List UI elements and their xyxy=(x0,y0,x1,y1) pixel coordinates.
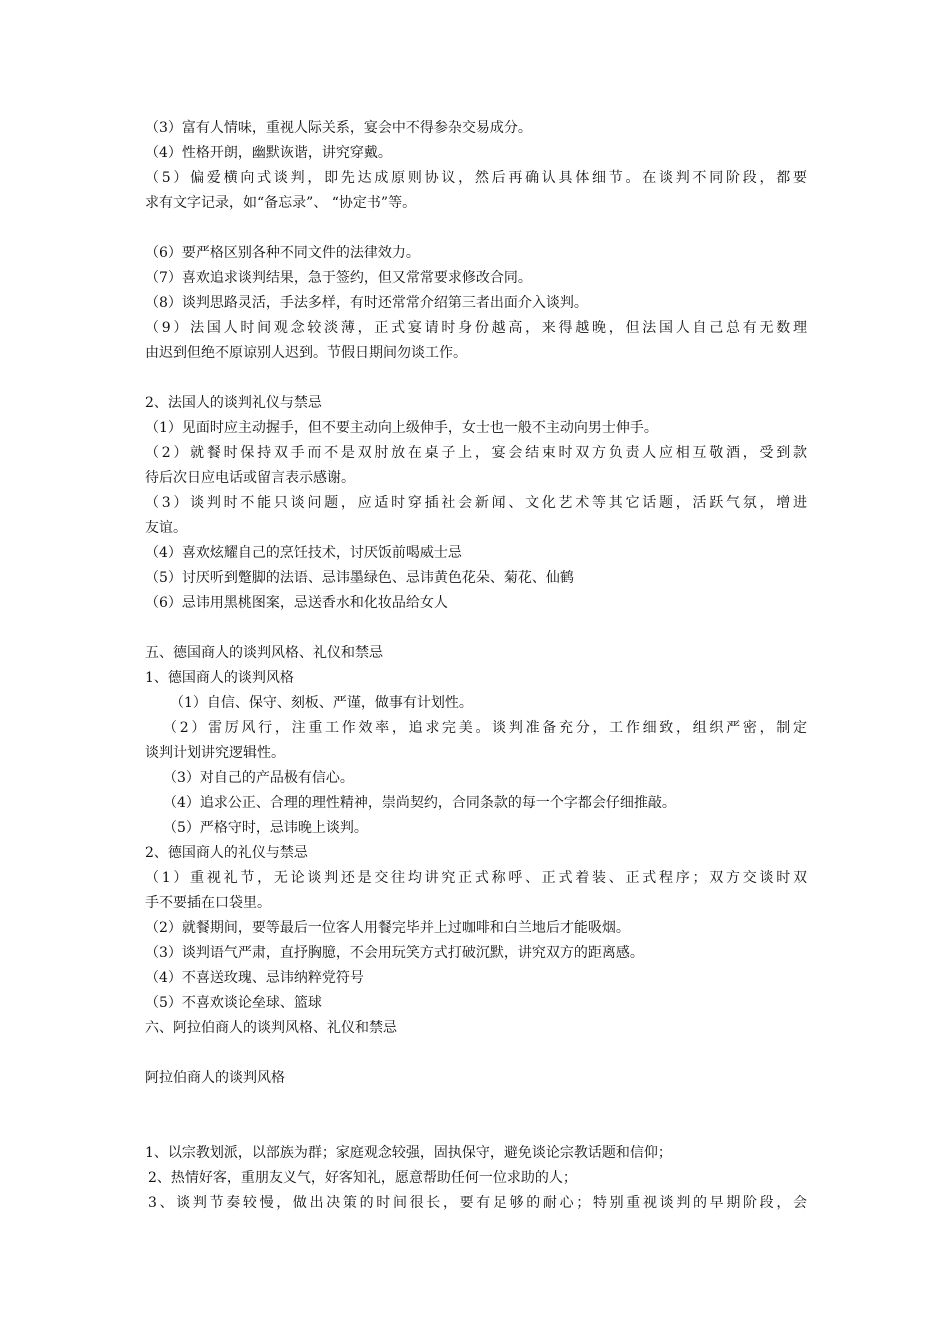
text-line: （1）重视礼节，无论谈判还是交往均讲究正式称呼、正式着装、正式程序；双方交谈时双 xyxy=(145,870,807,886)
text-line: （2）雷厉风行，注重工作效率，追求完美。谈判准备充分，工作细致，组织严密，制定 xyxy=(163,720,807,736)
text-line: （5）严格守时，忌讳晚上谈判。 xyxy=(163,820,368,836)
text-line: 谈判计划讲究逻辑性。 xyxy=(145,745,285,761)
section-heading: 六、阿拉伯商人的谈判风格、礼仪和禁忌 xyxy=(145,1020,397,1036)
text-line: （3）谈判时不能只谈问题，应适时穿插社会新闻、文化艺术等其它话题，活跃气氛，增进 xyxy=(145,495,807,511)
text-line: 求有文字记录，如“备忘录”、 “协定书”等。 xyxy=(145,195,417,211)
section-heading: 五、德国商人的谈判风格、礼仪和禁忌 xyxy=(145,645,383,661)
text-line: （3）谈判语气严肃，直抒胸臆，不会用玩笑方式打破沉默，讲究双方的距离感。 xyxy=(145,945,644,961)
text-line: （4）性格开朗，幽默诙谐，讲究穿戴。 xyxy=(145,145,392,161)
text-line: （7）喜欢追求谈判结果，急于签约，但又常常要求修改合同。 xyxy=(145,270,532,286)
text-line: （3）富有人情味，重视人际关系，宴会中不得参杂交易成分。 xyxy=(145,120,532,136)
text-line: 1、以宗教划派，以部族为群；家庭观念较强，固执保守，避免谈论宗教话题和信仰； xyxy=(145,1145,672,1161)
section-heading: 2、法国人的谈判礼仪与禁忌 xyxy=(145,395,322,411)
text-line: （4）追求公正、合理的理性精神，崇尚契约，合同条款的每一个字都会仔细推敲。 xyxy=(163,795,676,811)
section-heading: 阿拉伯商人的谈判风格 xyxy=(145,1070,285,1086)
text-line: （5）偏爱横向式谈判，即先达成原则协议，然后再确认具体细节。在谈判不同阶段，都要 xyxy=(145,170,807,186)
text-line: （1）自信、保守、刻板、严谨，做事有计划性。 xyxy=(170,695,473,711)
text-line: 3、谈判节奏较慢，做出决策的时间很长，要有足够的耐心；特别重视谈判的早期阶段，会 xyxy=(148,1195,807,1211)
section-heading: 1、德国商人的谈判风格 xyxy=(145,670,294,686)
text-line: （2）就餐期间，要等最后一位客人用餐完毕并上过咖啡和白兰地后才能吸烟。 xyxy=(145,920,630,936)
text-line: 由迟到但绝不原谅别人迟到。节假日期间勿谈工作。 xyxy=(145,345,467,361)
text-line: （6）忌讳用黑桃图案，忌送香水和化妆品给女人 xyxy=(145,595,448,611)
text-line: （1）见面时应主动握手，但不要主动向上级伸手，女士也一般不主动向男士伸手。 xyxy=(145,420,658,436)
text-line: 2、热情好客，重朋友义气，好客知礼，愿意帮助任何一位求助的人； xyxy=(148,1170,577,1186)
text-line: 友谊。 xyxy=(145,520,187,536)
text-line: （4）喜欢炫耀自己的烹饪技术，讨厌饭前喝威士忌 xyxy=(145,545,462,561)
section-heading: 2、德国商人的礼仪与禁忌 xyxy=(145,845,308,861)
text-line: 手不要插在口袋里。 xyxy=(145,895,271,911)
text-line: （2）就餐时保持双手而不是双肘放在桌子上，宴会结束时双方负责人应相互敬酒，受到款 xyxy=(145,445,807,461)
text-line: 待后次日应电话或留言表示感谢。 xyxy=(145,470,355,486)
text-line: （4）不喜送玫瑰、忌讳纳粹党符号 xyxy=(145,970,364,986)
text-line: （9）法国人时间观念较淡薄，正式宴请时身份越高，来得越晚，但法国人自己总有无数理 xyxy=(145,320,807,336)
text-line: （6）要严格区别各种不同文件的法律效力。 xyxy=(145,245,420,261)
text-line: （5）不喜欢谈论垒球、篮球 xyxy=(145,995,322,1011)
text-line: （5）讨厌听到蹩脚的法语、忌讳墨绿色、忌讳黄色花朵、菊花、仙鹤 xyxy=(145,570,574,586)
text-line: （3）对自己的产品极有信心。 xyxy=(163,770,354,786)
text-line: （8）谈判思路灵活，手法多样，有时还常常介绍第三者出面介入谈判。 xyxy=(145,295,588,311)
